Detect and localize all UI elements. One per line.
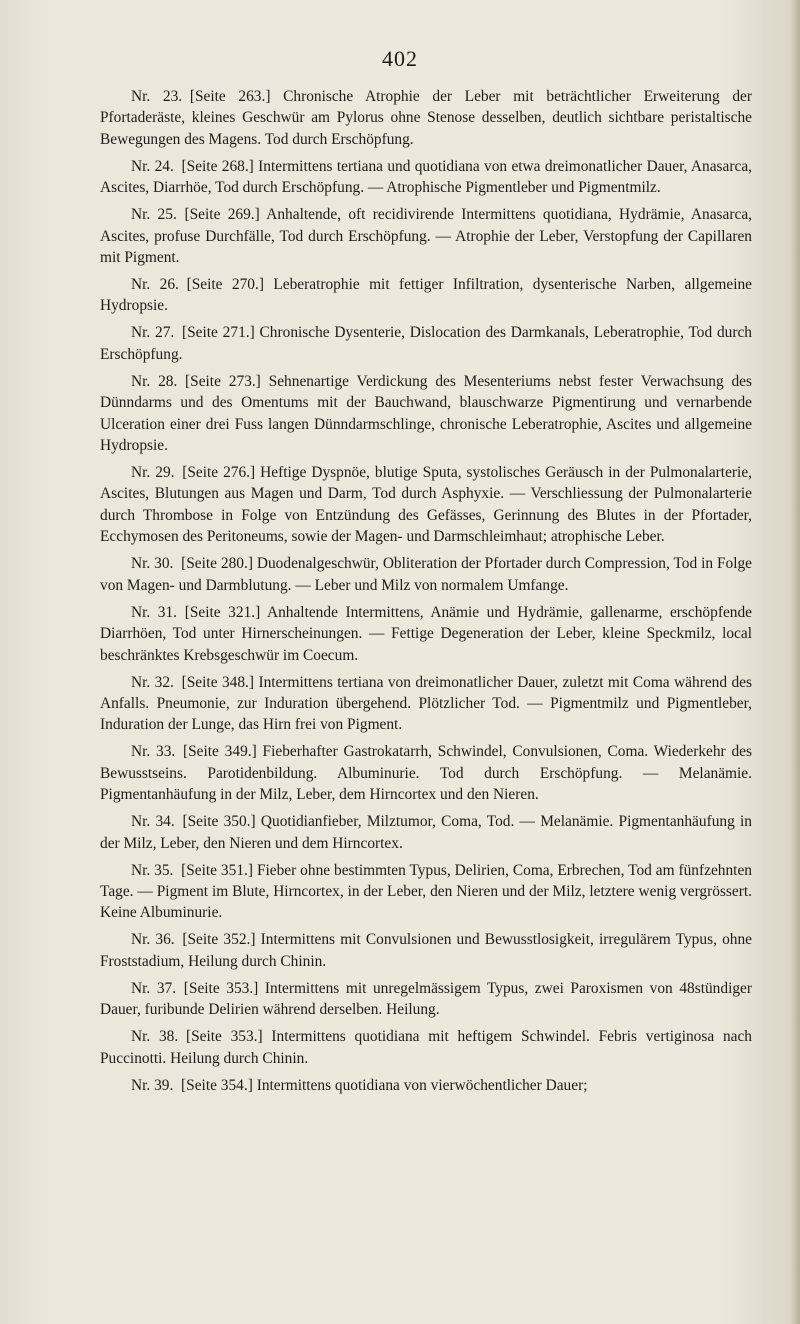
case-description: Anhaltende Intermittens, Anämie und Hydrämie, gallenarme, erschöpfende Diarrhöen, Tod unter Hirnerscheinungen. — Fettige Degeneration der Leber, kleine Speckmilz, local beschränktes Krebsgeschwür im Coecum. (100, 603, 752, 664)
case-description: Anhaltende, oft recidivirende Intermittens quotidiana, Hydrämie, Anasarca, Ascites, profuse Durchfälle, Tod durch Erschöpfung. — Atrophie der Leber, Verstopfung der Capillaren mit Pigment. (100, 206, 753, 267)
case-entry (100, 602, 752, 666)
page-reference: [Seite 353.] (183, 979, 259, 997)
case-description: Quotidianfieber, Milztumor, Coma, Tod. — Melanämie. Pigmentanhäufung in der Milz, Leber, den Nieren und dem Hirncortex. (100, 813, 753, 852)
case-description: Heftige Dyspnöe, blutige Sputa, systolisches Geräusch in der Pulmonalarterie, Ascites, Blutungen aus Magen und Darm, Tod durch Asphyxie. — Verschliessung der Pulmonalarterie durch Thrombose in Folge von Entzündung des Gefässes, Gerinnung des Blutes in der Pfortader, Ecchymosen des Peritoneums, sowie der Magen- und Darmschleimhaut; atrophische Leber. (100, 464, 752, 546)
case-description: Fieberhafter Gastrokatarrh, Schwindel, Convulsionen, Coma. Wiederkehr des Bewusstseins. Parotidenbildung. Albuminurie. Tod durch Erschöpfung. — Melanämie. Pigmentanhäufung in der Milz, Leber, dem Hirncortex und den Nieren. (100, 743, 752, 804)
case-number: Nr. 38. (131, 1028, 179, 1046)
page-reference: [Seite 354.] (181, 1076, 253, 1094)
page-edge-shadow (790, 0, 800, 1324)
case-entry (100, 86, 752, 150)
case-entry (100, 741, 752, 805)
case-description: Leberatrophie mit fettiger Infiltration, dysenterische Narben, allgemeine Hydropsie. (100, 276, 752, 315)
page-reference: [Seite 321.] (184, 603, 261, 621)
case-number: Nr. 35. (131, 861, 174, 879)
case-description: Intermittens mit unregelmässigem Typus, zwei Paroxismen von 48stündiger Dauer, furibunde Delirien während derselben. Heilung. (100, 979, 753, 1019)
case-number: Nr. 32. (131, 673, 174, 691)
case-entry (100, 322, 752, 365)
case-entry (100, 672, 752, 736)
page-reference: [Seite 353.] (185, 1028, 263, 1046)
case-description: Sehnenartige Verdickung des Mesenteriums nebst fester Verwachsung des Dünndarms und des Omentums mit der Bauchwand, blauschwarze Pigmentirung und vernarbende Ulceration einer drei Fuss langen Dünndarmschlinge, chronische Leberatrophie, Ascites und allgemeine Hydropsie. (100, 372, 752, 455)
case-number: Nr. 28. (131, 372, 178, 390)
page-reference: [Seite 271.] (181, 324, 255, 342)
case-entry (100, 371, 752, 457)
case-entry (100, 274, 752, 317)
case-description: Duodenalgeschwür, Obliteration der Pfortader durch Compression, Tod in Folge von Magen- und Darmblutung. — Leber und Milz von normalem Umfange. (100, 555, 753, 594)
case-entry (100, 860, 752, 924)
page-reference: [Seite 263.] (189, 88, 271, 105)
case-entry (100, 1075, 752, 1096)
page-reference: [Seite 280.] (181, 555, 253, 573)
case-description: Intermittens quotidiana von vierwöchentlicher Dauer; (256, 1076, 588, 1094)
page-reference: [Seite 270.] (186, 276, 264, 294)
case-entry (100, 811, 752, 854)
case-number: Nr. 29. (131, 464, 175, 482)
case-number: Nr. 23. (131, 88, 183, 105)
case-number: Nr. 39. (131, 1076, 174, 1094)
case-description: Chronische Atrophie der Leber mit beträchtlicher Erweiterung der Pfortaderäste, kleines Geschwür am Pylorus ohne Stenose desselben, deutlich sichtbare peristaltische Bewegungen des Magens. Tod durch Erschöpfung. (100, 88, 752, 148)
case-number: Nr. 33. (131, 743, 176, 761)
case-description: Intermittens quotidiana mit heftigem Schwindel. Febris vertiginosa nach Puccinotti. Heilung durch Chinin. (100, 1028, 752, 1067)
case-description: Chronische Dysenterie, Dislocation des Darmkanals, Leberatrophie, Tod durch Erschöpfung. (100, 324, 752, 363)
case-number: Nr. 27. (131, 324, 175, 342)
page-reference: [Seite 276.] (182, 464, 256, 482)
case-number: Nr. 31. (131, 603, 178, 621)
case-entry (100, 929, 752, 972)
case-number: Nr. 30. (131, 555, 174, 573)
case-entry (100, 1026, 752, 1069)
case-number: Nr. 24. (131, 157, 174, 175)
case-description: Intermittens tertiana von dreimonatlicher Dauer, zuletzt mit Coma während des Anfalls. Pneumonie, zur Induration übergehend. Plötzlicher Tod. — Pigmentmilz und Pigmentleber, Induration der Lunge, das Hirn frei von Pigment. (100, 673, 752, 734)
page-reference: [Seite 268.] (181, 157, 254, 175)
page-reference: [Seite 349.] (182, 743, 257, 761)
page-reference: [Seite 269.] (184, 206, 260, 224)
case-entry (100, 204, 752, 268)
page-reference: [Seite 352.] (182, 931, 256, 949)
page-number: 402 (382, 46, 418, 71)
page-reference: [Seite 350.] (182, 813, 256, 831)
case-entry (100, 978, 752, 1021)
case-description: Intermittens mit Convulsionen und Bewusstlosigkeit, irregulärem Typus, ohne Froststadium, Heilung durch Chinin. (100, 931, 752, 970)
case-number: Nr. 25. (131, 206, 177, 224)
case-number: Nr. 37. (131, 979, 177, 997)
page-reference: [Seite 273.] (185, 372, 261, 390)
case-entry (100, 156, 752, 199)
case-number: Nr. 36. (131, 931, 175, 949)
case-description: Intermittens tertiana und quotidiana von etwa dreimonatlicher Dauer, Anasarca, Ascites, Diarrhöe, Tod durch Erschöpfung. — Atrophische Pigmentleber und Pigmentmilz. (100, 157, 752, 197)
page-reference: [Seite 351.] (181, 861, 253, 879)
case-number: Nr. 26. (131, 276, 179, 294)
page-reference: [Seite 348.] (181, 673, 255, 691)
case-description: Fieber ohne bestimmten Typus, Delirien, Coma, Erbrechen, Tod am fünfzehnten Tage. — Pigment im Blute, Hirncortex, in der Leber, den Nieren und der Milz, letztere wenig vergrössert. Keine Albuminurie. (100, 861, 752, 922)
case-entry (100, 553, 752, 596)
case-number: Nr. 34. (131, 813, 175, 831)
case-list (100, 86, 752, 1102)
case-entry (100, 462, 752, 548)
